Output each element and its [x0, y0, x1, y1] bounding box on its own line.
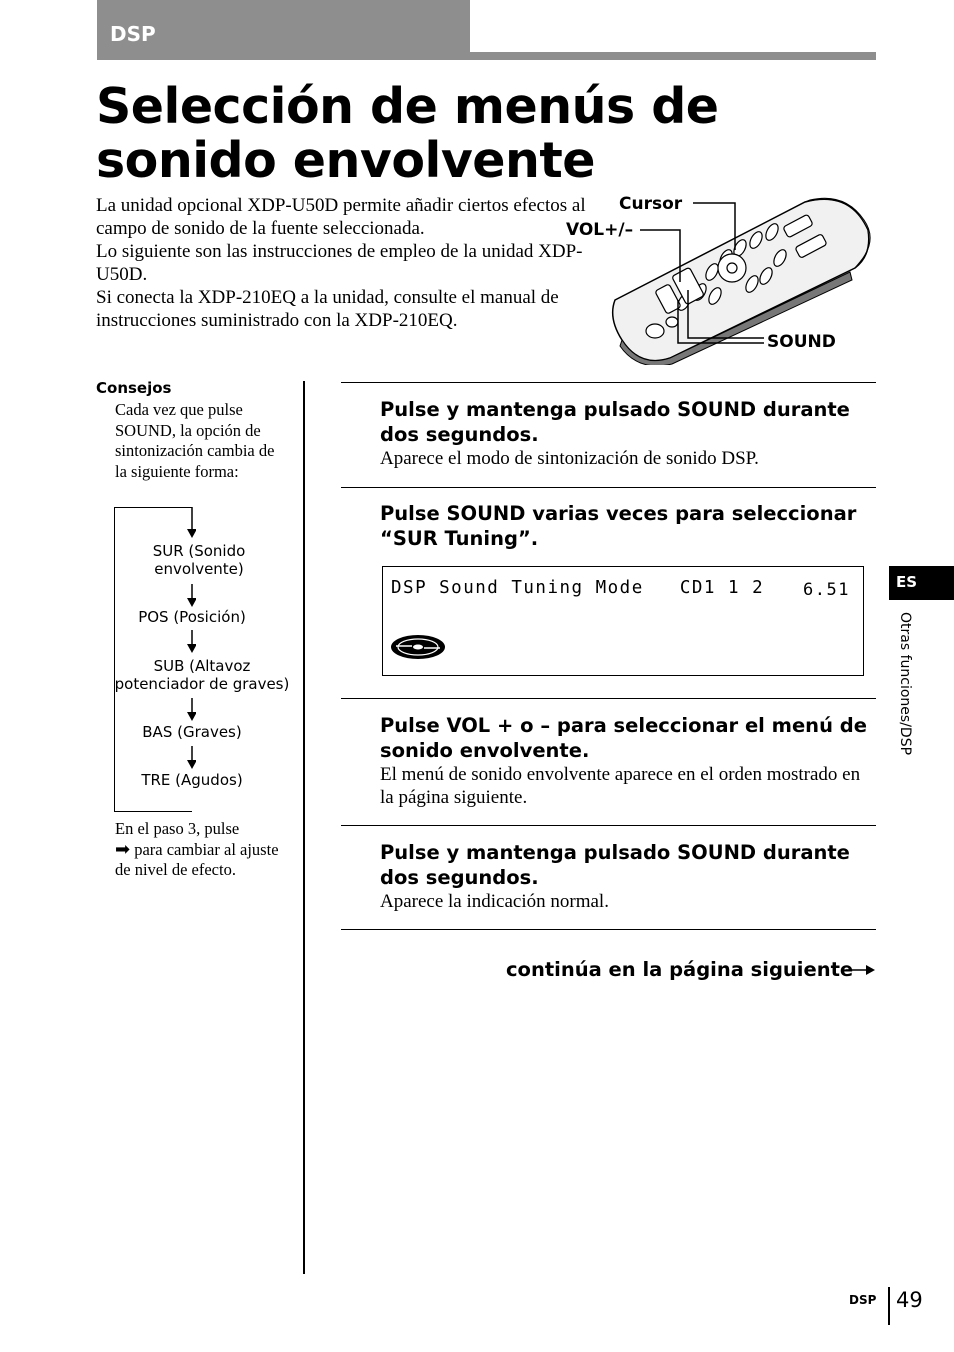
- flow-arrow-icon: [186, 698, 196, 722]
- step-4-body: Aparece la indicación normal.: [380, 891, 609, 912]
- remote-control-illustration: [560, 190, 890, 365]
- language-label: ES: [896, 573, 918, 591]
- tips-text: Cada vez que pulse SOUND, la opción de sintonización cambia de la siguiente forma:: [115, 400, 275, 481]
- flow-item-pos: POS (Posición): [138, 608, 246, 626]
- flow-arrow-icon: [186, 746, 196, 770]
- step-1-title: Pulse y mantenga pulsado SOUND durante dos segundos.: [380, 398, 850, 446]
- cd-disc-icon: [390, 634, 446, 660]
- flow-arrow-icon: [186, 630, 196, 654]
- step-3-body: El menú de sonido envolvente aparece en el orden mostrado en la página siguiente.: [380, 764, 861, 808]
- step-4-title: Pulse y mantenga pulsado SOUND durante dos segundos.: [380, 841, 850, 889]
- sound-label: SOUND: [767, 332, 836, 352]
- side-section-label: Otras funciones/DSP: [897, 612, 913, 756]
- column-divider: [303, 381, 305, 1274]
- flow-item-bas: BAS (Graves): [142, 723, 242, 741]
- intro-paragraph-1: La unidad opcional XDP-U50D permite añadir ciertos efectos al campo de sonido de la fuente seleccionada.: [96, 195, 586, 239]
- tips-note-before: En el paso 3, pulse: [115, 819, 240, 838]
- header-rule: [97, 52, 876, 60]
- step-divider: [341, 382, 876, 383]
- continue-text: continúa en la página siguiente: [506, 958, 854, 981]
- intro-text: [96, 194, 596, 332]
- continue-arrow-icon: [846, 962, 876, 978]
- flow-item-tre: TRE (Agudos): [141, 771, 243, 789]
- cursor-label: Cursor: [619, 194, 683, 214]
- step-divider: [341, 698, 876, 699]
- step-3-title: Pulse VOL + o – para seleccionar el menú de sonido envolvente.: [380, 714, 867, 762]
- step-2-title: Pulse SOUND varias veces para seleccionar “SUR Tuning”.: [380, 502, 857, 550]
- right-arrow-icon: ➡: [115, 838, 131, 860]
- page-number: 49: [896, 1288, 923, 1312]
- flow-arrow-icon: [186, 584, 196, 608]
- step-1-body: Aparece el modo de sintonización de sonido DSP.: [380, 448, 759, 469]
- step-divider: [341, 487, 876, 488]
- intro-paragraph-3: Si conecta la XDP-210EQ a la unidad, consulte el manual de instrucciones suministrado con la XDP-210EQ.: [96, 287, 559, 331]
- lcd-time: 6.51: [803, 580, 850, 600]
- footer-rule: [888, 1287, 890, 1325]
- flow-arrow-icon: [186, 507, 196, 539]
- step-divider: [341, 929, 876, 930]
- tips-note-after: para cambiar al ajuste de nivel de efecto.: [115, 839, 279, 879]
- flow-item-sur: SUR (Sonido envolvente): [152, 542, 246, 578]
- tips-note: [115, 819, 285, 881]
- step-divider: [341, 825, 876, 826]
- flow-item-sub: SUB (Altavoz potenciador de graves): [114, 657, 290, 693]
- footer-section-label: DSP: [849, 1293, 877, 1307]
- tips-title: Consejos: [96, 379, 172, 397]
- lcd-text: DSP Sound Tuning Mode CD1 1 2: [391, 578, 765, 598]
- section-label: DSP: [110, 22, 156, 46]
- vol-label: VOL+/–: [566, 220, 634, 240]
- page-title: Selección de menús de sonido envolvente: [96, 78, 719, 189]
- intro-paragraph-2: Lo siguiente son las instrucciones de empleo de la unidad XDP-U50D.: [96, 241, 583, 285]
